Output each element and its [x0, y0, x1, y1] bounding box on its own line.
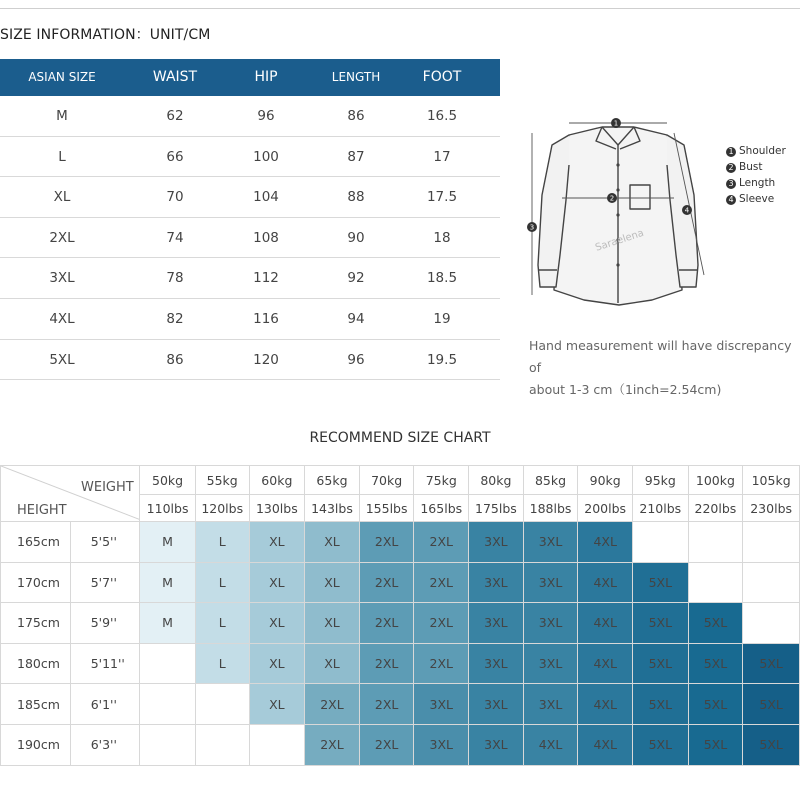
height-cm-cell: 165cm — [1, 522, 71, 563]
size-recommend-cell: 5XL — [633, 603, 689, 644]
size-recommend-cell: L — [195, 522, 249, 563]
size-cell: 5XL — [49, 351, 75, 368]
legend-label: Bust — [739, 161, 763, 173]
size-cell: 96 — [257, 108, 275, 124]
weight-kg-cell: 75kg — [414, 466, 469, 495]
weight-kg-cell: 90kg — [578, 466, 633, 495]
recommend-size-table — [0, 465, 800, 766]
size-info-title: SIZE INFORMATION：UNIT/CM — [0, 27, 211, 43]
size-cell: 78 — [166, 270, 184, 287]
size-recommend-cell: 5XL — [688, 643, 743, 684]
weight-lbs-cell: 230lbs — [743, 495, 800, 522]
size-recommend-cell: XL — [249, 643, 305, 684]
size-recommend-cell: 5XL — [688, 724, 743, 765]
legend-item — [726, 191, 786, 207]
height-ft-cell: 6'1'' — [70, 684, 140, 725]
size-cell: 18 — [433, 229, 451, 246]
size-recommend-cell: M — [140, 562, 196, 603]
size-recommend-cell: 2XL — [359, 684, 414, 725]
weight-kg-cell: 70kg — [359, 466, 414, 495]
size-recommend-cell — [140, 724, 196, 765]
size-recommend-cell: XL — [305, 562, 360, 603]
height-cm-cell: 180cm — [1, 643, 71, 684]
size-cell: 90 — [347, 229, 365, 246]
size-cell: 62 — [166, 108, 184, 124]
size-cell: 87 — [347, 148, 365, 165]
height-cm-cell: 185cm — [1, 684, 71, 725]
size-cell: 108 — [253, 229, 279, 246]
size-cell: 16.5 — [426, 108, 458, 124]
size-recommend-cell: 5XL — [743, 724, 800, 765]
svg-text:3: 3 — [529, 223, 535, 232]
recommend-row — [1, 562, 800, 603]
size-recommend-cell: 3XL — [414, 724, 469, 765]
recommend-row — [1, 522, 800, 563]
size-recommend-cell — [195, 684, 249, 725]
note-line-1: Hand measurement will have discrepancy of — [529, 338, 792, 375]
size-recommend-cell: 4XL — [578, 724, 633, 765]
legend-label: Shoulder — [739, 145, 786, 157]
size-recommend-cell — [140, 643, 196, 684]
size-recommend-cell — [743, 603, 800, 644]
size-recommend-cell: 5XL — [633, 562, 689, 603]
size-cell: 104 — [253, 189, 279, 206]
size-cell: 120 — [253, 351, 279, 368]
height-ft-cell: 6'3'' — [70, 724, 140, 765]
recommend-row — [1, 724, 800, 765]
size-cell: 17.5 — [426, 189, 458, 206]
height-label: HEIGHT — [17, 503, 67, 518]
size-recommend-cell: 2XL — [414, 522, 469, 563]
size-recommend-cell: 4XL — [578, 684, 633, 725]
size-cell: 82 — [166, 310, 184, 327]
weight-kg-cell: 85kg — [523, 466, 578, 495]
legend-number: 3 — [726, 179, 736, 189]
weight-lbs-cell: 175lbs — [469, 495, 524, 522]
size-recommend-cell: 3XL — [523, 643, 578, 684]
weight-kg-cell: 105kg — [743, 466, 800, 495]
size-recommend-cell — [688, 522, 743, 563]
weight-kg-cell: 95kg — [633, 466, 689, 495]
size-recommend-cell: 2XL — [414, 562, 469, 603]
height-ft-cell: 5'7'' — [70, 562, 140, 603]
legend-item — [726, 175, 786, 191]
size-recommend-cell: 4XL — [523, 724, 578, 765]
size-table-header — [0, 59, 500, 96]
size-recommend-cell: 3XL — [523, 684, 578, 725]
size-recommend-cell: 2XL — [359, 603, 414, 644]
size-row — [0, 258, 500, 299]
size-recommend-cell: 2XL — [305, 724, 360, 765]
col-hip: HIP — [254, 69, 278, 85]
size-recommend-cell: 2XL — [414, 603, 469, 644]
measurement-note — [529, 335, 799, 401]
size-recommend-cell: 5XL — [688, 603, 743, 644]
size-row — [0, 96, 500, 137]
legend-item — [726, 159, 786, 175]
size-row — [0, 177, 500, 218]
weight-kg-cell: 50kg — [140, 466, 196, 495]
size-recommend-cell: XL — [249, 522, 305, 563]
recommend-row — [1, 603, 800, 644]
height-cm-cell: 190cm — [1, 724, 71, 765]
size-recommend-cell: L — [195, 562, 249, 603]
weight-lbs-cell: 188lbs — [523, 495, 578, 522]
recommend-row — [1, 643, 800, 684]
col-waist: WAIST — [152, 69, 198, 85]
size-recommend-cell: 4XL — [578, 562, 633, 603]
size-recommend-cell: 2XL — [359, 724, 414, 765]
height-ft-cell: 5'11'' — [70, 643, 140, 684]
size-recommend-cell: 5XL — [633, 643, 689, 684]
size-row — [0, 137, 500, 178]
weight-lbs-cell: 210lbs — [633, 495, 689, 522]
size-cell: 19 — [433, 310, 451, 327]
size-recommend-cell: 3XL — [469, 562, 524, 603]
size-cell: 66 — [166, 148, 184, 165]
legend-label: Sleeve — [739, 193, 775, 205]
size-recommend-cell — [140, 684, 196, 725]
size-recommend-cell: L — [195, 643, 249, 684]
size-cell: 2XL — [49, 229, 75, 246]
size-cell: L — [58, 148, 66, 165]
weight-lbs-cell: 110lbs — [140, 495, 196, 522]
measure-legend — [726, 143, 786, 207]
header-corner — [1, 466, 140, 522]
size-recommend-cell: XL — [305, 522, 360, 563]
size-cell: 18.5 — [426, 270, 458, 287]
size-recommend-cell — [633, 522, 689, 563]
size-recommend-cell: 5XL — [633, 724, 689, 765]
legend-item — [726, 143, 786, 159]
weight-lbs-cell: 143lbs — [305, 495, 360, 522]
size-cell: 3XL — [49, 270, 75, 287]
size-recommend-cell: 2XL — [359, 522, 414, 563]
size-recommend-cell: XL — [305, 643, 360, 684]
svg-text:4: 4 — [684, 206, 690, 215]
size-recommend-cell: 2XL — [305, 684, 360, 725]
size-recommend-cell: 3XL — [469, 643, 524, 684]
top-divider — [0, 8, 800, 9]
weight-lbs-cell: 220lbs — [688, 495, 743, 522]
size-table — [0, 59, 500, 380]
size-recommend-cell: 4XL — [578, 643, 633, 684]
size-recommend-cell: 2XL — [359, 643, 414, 684]
size-recommend-cell: 2XL — [359, 562, 414, 603]
svg-text:1: 1 — [613, 119, 619, 128]
size-recommend-cell: 3XL — [523, 562, 578, 603]
size-cell: 19.5 — [426, 351, 458, 368]
size-recommend-cell: XL — [305, 603, 360, 644]
size-recommend-cell: 2XL — [414, 643, 469, 684]
size-recommend-cell: 3XL — [469, 724, 524, 765]
size-recommend-cell: 3XL — [523, 603, 578, 644]
size-recommend-cell: XL — [249, 603, 305, 644]
weight-kg-cell: 65kg — [305, 466, 360, 495]
size-cell: 86 — [347, 108, 365, 124]
size-cell: M — [56, 108, 68, 124]
watermark: Saraelena — [594, 227, 646, 254]
recommend-row — [1, 684, 800, 725]
size-cell: 86 — [166, 351, 184, 368]
height-ft-cell: 5'9'' — [70, 603, 140, 644]
shirt-measurement-icon — [524, 105, 714, 315]
size-recommend-cell — [743, 522, 800, 563]
size-recommend-cell: 5XL — [688, 684, 743, 725]
weight-kg-cell: 60kg — [249, 466, 305, 495]
size-recommend-cell: 3XL — [469, 684, 524, 725]
size-cell: 94 — [347, 310, 365, 327]
size-recommend-cell: XL — [249, 562, 305, 603]
size-recommend-cell: 4XL — [578, 603, 633, 644]
size-recommend-cell — [249, 724, 305, 765]
weight-lbs-cell: 165lbs — [414, 495, 469, 522]
size-cell: 92 — [347, 270, 365, 287]
size-recommend-cell: 4XL — [578, 522, 633, 563]
weight-lbs-cell: 120lbs — [195, 495, 249, 522]
size-recommend-cell: 5XL — [743, 684, 800, 725]
legend-label: Length — [739, 177, 776, 189]
legend-number: 1 — [726, 147, 736, 157]
size-cell: 112 — [253, 270, 279, 287]
size-cell: 74 — [166, 229, 184, 246]
weight-kg-cell: 80kg — [469, 466, 524, 495]
weight-lbs-cell: 200lbs — [578, 495, 633, 522]
height-cm-cell: 175cm — [1, 603, 71, 644]
size-recommend-cell: 3XL — [469, 603, 524, 644]
size-cell: 70 — [166, 189, 184, 206]
height-ft-cell: 5'5'' — [70, 522, 140, 563]
size-row — [0, 299, 500, 340]
col-asian-size: ASIAN SIZE — [28, 70, 96, 84]
size-cell: 96 — [347, 351, 365, 368]
weight-lbs-cell: 130lbs — [249, 495, 305, 522]
recommend-title: RECOMMEND SIZE CHART — [309, 430, 491, 446]
size-recommend-cell: M — [140, 603, 196, 644]
size-recommend-cell: XL — [249, 684, 305, 725]
size-cell: 88 — [347, 189, 365, 206]
weight-kg-cell: 100kg — [688, 466, 743, 495]
size-recommend-cell: M — [140, 522, 196, 563]
size-row — [0, 340, 500, 381]
legend-number: 2 — [726, 163, 736, 173]
size-recommend-cell: 3XL — [523, 522, 578, 563]
size-cell: 100 — [253, 148, 279, 165]
size-recommend-cell: 3XL — [469, 522, 524, 563]
size-recommend-cell — [688, 562, 743, 603]
col-foot: FOOT — [422, 69, 462, 85]
weight-lbs-cell: 155lbs — [359, 495, 414, 522]
height-cm-cell: 170cm — [1, 562, 71, 603]
size-recommend-cell — [195, 724, 249, 765]
size-recommend-cell — [743, 562, 800, 603]
weight-label: WEIGHT — [81, 480, 134, 495]
size-cell: XL — [53, 189, 71, 206]
size-row — [0, 218, 500, 259]
size-recommend-cell: 5XL — [743, 643, 800, 684]
col-length: LENGTH — [331, 70, 381, 84]
size-recommend-cell: 5XL — [633, 684, 689, 725]
svg-text:2: 2 — [609, 194, 615, 203]
size-cell: 4XL — [49, 310, 75, 327]
size-recommend-cell: 3XL — [414, 684, 469, 725]
weight-kg-cell: 55kg — [195, 466, 249, 495]
note-line-2: about 1-3 cm（1inch=2.54cm) — [529, 382, 722, 397]
size-recommend-cell: L — [195, 603, 249, 644]
size-cell: 116 — [253, 310, 279, 327]
legend-number: 4 — [726, 195, 736, 205]
size-cell: 17 — [433, 148, 451, 165]
